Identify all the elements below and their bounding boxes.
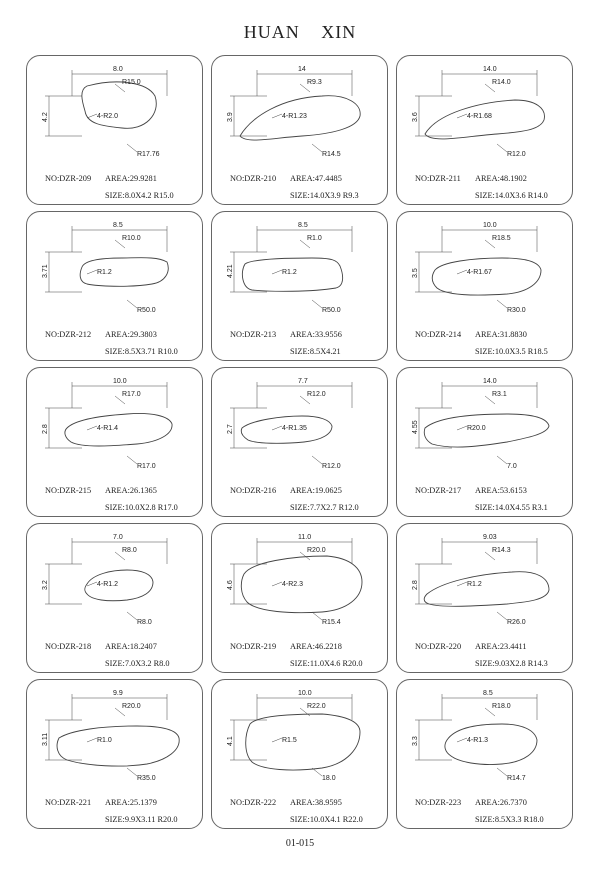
part-number: NO:DZR-210 [230, 174, 277, 183]
part-number: NO:DZR-216 [230, 486, 277, 495]
radius-label-top: R20.0 [122, 703, 141, 710]
size-value: SIZE:14.0X3.9 R9.3 [290, 191, 359, 200]
leader-r3 [497, 144, 507, 152]
radius-label-bottom: 7.0 [507, 463, 517, 470]
radius-label-corner: R20.0 [467, 425, 486, 432]
radius-label-bottom: R50.0 [322, 307, 341, 314]
leader-r2 [272, 270, 282, 274]
radius-label-top: R14.0 [492, 79, 511, 86]
shape-drawing [212, 212, 389, 322]
part-number: NO:DZR-217 [415, 486, 462, 495]
part-number: NO:DZR-215 [45, 486, 92, 495]
shape-drawing [27, 368, 204, 478]
radius-label-corner: 4-R1.2 [97, 581, 119, 588]
shape-outline [432, 258, 541, 295]
shape-card [396, 367, 573, 517]
width-label: 10.0 [113, 378, 127, 385]
radius-label-top: R15.0 [122, 79, 141, 86]
leader-r3 [312, 300, 322, 308]
leader-r2 [457, 426, 467, 430]
part-number: NO:DZR-218 [45, 642, 92, 651]
shape-card [396, 523, 573, 673]
height-label: 4.1 [227, 736, 234, 746]
part-number: NO:DZR-213 [230, 330, 277, 339]
height-label: 2.7 [227, 424, 234, 434]
shape-drawing [212, 56, 389, 166]
radius-label-top: R18.5 [492, 235, 511, 242]
part-number: NO:DZR-211 [415, 174, 461, 183]
leader-r3 [497, 300, 507, 308]
area-value: AREA:33.9556 [290, 330, 342, 339]
width-label: 7.7 [298, 378, 308, 385]
leader-r2 [87, 426, 97, 430]
shape-card [396, 55, 573, 205]
shape-drawing [397, 368, 574, 478]
page-title [0, 22, 600, 43]
shape-card [211, 523, 388, 673]
size-value: SIZE:10.0X3.5 R18.5 [475, 347, 548, 356]
shape-drawing [27, 212, 204, 322]
radius-label-corner: 4-R1.4 [97, 425, 119, 432]
shape-drawing [27, 680, 204, 790]
height-label: 2.8 [412, 580, 419, 590]
shape-card [211, 679, 388, 829]
width-label: 11.0 [298, 534, 312, 541]
shape-card [396, 211, 573, 361]
size-value: SIZE:9.9X3.11 R20.0 [105, 815, 178, 824]
radius-label-corner: R1.2 [282, 269, 297, 276]
width-label: 10.0 [483, 222, 497, 229]
shape-drawing [397, 212, 574, 322]
radius-label-bottom: R15.4 [322, 619, 341, 626]
radius-label-corner: 4-R1.68 [467, 113, 492, 120]
shape-card [211, 367, 388, 517]
width-label: 7.0 [113, 534, 123, 541]
radius-label-top: R9.3 [307, 79, 322, 86]
radius-label-bottom: 18.0 [322, 775, 336, 782]
radius-label-bottom: R12.0 [507, 151, 526, 158]
shape-outline [65, 413, 172, 446]
size-value: SIZE:14.0X4.55 R3.1 [475, 503, 548, 512]
part-number: NO:DZR-212 [45, 330, 92, 339]
leader-r2 [272, 426, 282, 430]
size-value: SIZE:9.03X2.8 R14.3 [475, 659, 548, 668]
radius-label-bottom: R12.0 [322, 463, 341, 470]
shape-card [26, 367, 203, 517]
leader-r2 [457, 114, 467, 118]
width-label: 8.0 [113, 66, 123, 73]
width-label: 9.9 [113, 690, 123, 697]
radius-label-bottom: R17.76 [137, 151, 160, 158]
radius-label-corner: 4-R2.3 [282, 581, 304, 588]
leader-r2 [272, 738, 282, 742]
height-label: 3.2 [42, 580, 49, 590]
size-value: SIZE:8.5X3.3 R18.0 [475, 815, 544, 824]
leader-r2 [457, 738, 467, 742]
radius-label-bottom: R8.0 [137, 619, 152, 626]
shape-outline [445, 724, 537, 765]
shape-card [26, 679, 203, 829]
area-value: AREA:18.2407 [105, 642, 157, 651]
leader-r3 [127, 144, 137, 152]
shape-drawing [212, 680, 389, 790]
radius-label-top: R18.0 [492, 703, 511, 710]
leader-r3 [312, 456, 322, 464]
page-number: 01-015 [285, 838, 315, 849]
shape-drawing [397, 56, 574, 166]
radius-label-bottom: R30.0 [507, 307, 526, 314]
shape-drawing [397, 680, 574, 790]
shape-card [396, 679, 573, 829]
height-label: 3.6 [412, 112, 419, 122]
shape-outline [80, 258, 168, 287]
height-label: 3.9 [227, 112, 234, 122]
radius-label-top: R1.0 [307, 235, 322, 242]
area-value: AREA:53.6153 [475, 486, 527, 495]
radius-label-top: R3.1 [492, 391, 507, 398]
leader-r3 [127, 768, 137, 776]
part-number: NO:DZR-222 [230, 798, 277, 807]
shape-card [211, 55, 388, 205]
radius-label-bottom: R35.0 [137, 775, 156, 782]
radius-label-bottom: R14.5 [322, 151, 341, 158]
height-label: 4.55 [412, 420, 419, 434]
part-number: NO:DZR-220 [415, 642, 462, 651]
size-value: SIZE:10.0X4.1 R22.0 [290, 815, 363, 824]
part-number: NO:DZR-221 [45, 798, 92, 807]
radius-label-corner: R1.2 [97, 269, 112, 276]
area-value: AREA:26.7370 [475, 798, 527, 807]
area-value: AREA:23.4411 [475, 642, 527, 651]
width-label: 14.0 [483, 378, 497, 385]
radius-label-top: R20.0 [307, 547, 326, 554]
area-value: AREA:25.1379 [105, 798, 157, 807]
area-value: AREA:19.0625 [290, 486, 342, 495]
radius-label-bottom: R26.0 [507, 619, 526, 626]
size-value: SIZE:7.7X2.7 R12.0 [290, 503, 359, 512]
area-value: AREA:31.8830 [475, 330, 527, 339]
radius-label-corner: R1.2 [467, 581, 482, 588]
area-value: AREA:26.1365 [105, 486, 157, 495]
width-label: 8.5 [483, 690, 493, 697]
width-label: 8.5 [113, 222, 123, 229]
shape-drawing [212, 368, 389, 478]
radius-label-top: R14.3 [492, 547, 511, 554]
radius-label-top: R8.0 [122, 547, 137, 554]
width-label: 9.03 [483, 534, 497, 541]
title-right: XIN [321, 22, 357, 42]
size-value: SIZE:10.0X2.8 R17.0 [105, 503, 178, 512]
size-value: SIZE:8.0X4.2 R15.0 [105, 191, 174, 200]
size-value: SIZE:7.0X3.2 R8.0 [105, 659, 170, 668]
area-value: AREA:29.3803 [105, 330, 157, 339]
area-value: AREA:47.4485 [290, 174, 342, 183]
leader-r3 [127, 612, 137, 620]
leader-r3 [312, 144, 322, 152]
title-left: HUAN [243, 22, 300, 42]
radius-label-corner: 4-R1.3 [467, 737, 489, 744]
radius-label-corner: 4-R1.35 [282, 425, 307, 432]
height-label: 4.6 [227, 580, 234, 590]
width-label: 10.0 [298, 690, 312, 697]
radius-label-corner: 4-R1.23 [282, 113, 307, 120]
size-value: SIZE:8.5X3.71 R10.0 [105, 347, 178, 356]
leader-r2 [457, 270, 467, 274]
size-value: SIZE:8.5X4.21 [290, 347, 341, 356]
height-label: 4.21 [227, 264, 234, 278]
area-value: AREA:48.1902 [475, 174, 527, 183]
radius-label-top: R12.0 [307, 391, 326, 398]
area-value: AREA:29.9281 [105, 174, 157, 183]
shape-card [26, 55, 203, 205]
radius-label-top: R10.0 [122, 235, 141, 242]
leader-r2 [87, 270, 97, 274]
radius-label-corner: R1.0 [97, 737, 112, 744]
leader-r2 [272, 582, 282, 586]
radius-label-top: R22.0 [307, 703, 326, 710]
size-value: SIZE:11.0X4.6 R20.0 [290, 659, 363, 668]
radius-label-corner: R1.5 [282, 737, 297, 744]
leader-r3 [127, 300, 137, 308]
leader-r3 [497, 768, 507, 776]
leader-r2 [87, 114, 97, 118]
shape-drawing [27, 524, 204, 634]
height-label: 3.11 [42, 732, 49, 746]
area-value: AREA:38.9595 [290, 798, 342, 807]
shape-drawing [212, 524, 389, 634]
part-number: NO:DZR-214 [415, 330, 462, 339]
part-number: NO:DZR-219 [230, 642, 277, 651]
shape-outline [85, 570, 153, 601]
shape-outline [82, 82, 156, 128]
width-label: 8.5 [298, 222, 308, 229]
leader-r3 [127, 456, 137, 464]
radius-label-corner: 4-R2.0 [97, 113, 119, 120]
area-value: AREA:46.2218 [290, 642, 342, 651]
leader-r3 [312, 612, 322, 620]
shape-card [211, 211, 388, 361]
leader-r2 [87, 738, 97, 742]
shape-outline [424, 414, 549, 447]
width-label: 14.0 [483, 66, 497, 73]
radius-label-corner: 4-R1.67 [467, 269, 492, 276]
height-label: 3.3 [412, 736, 419, 746]
radius-label-top: R17.0 [122, 391, 141, 398]
leader-r3 [497, 612, 507, 620]
height-label: 3.5 [412, 268, 419, 278]
radius-label-bottom: R17.0 [137, 463, 156, 470]
radius-label-bottom: R50.0 [137, 307, 156, 314]
leader-r3 [312, 768, 322, 776]
shape-drawing [27, 56, 204, 166]
height-label: 4.2 [42, 112, 49, 122]
leader-r3 [497, 456, 507, 464]
width-label: 14 [298, 66, 306, 73]
part-number: NO:DZR-223 [415, 798, 462, 807]
leader-r2 [457, 582, 467, 586]
shape-card [26, 523, 203, 673]
part-number: NO:DZR-209 [45, 174, 92, 183]
height-label: 2.8 [42, 424, 49, 434]
leader-r2 [272, 114, 282, 118]
height-label: 3.71 [42, 264, 49, 278]
size-value: SIZE:14.0X3.6 R14.0 [475, 191, 548, 200]
shape-card [26, 211, 203, 361]
shape-outline [424, 572, 549, 607]
radius-label-bottom: R14.7 [507, 775, 526, 782]
shape-drawing [397, 524, 574, 634]
shape-outline [246, 714, 360, 770]
